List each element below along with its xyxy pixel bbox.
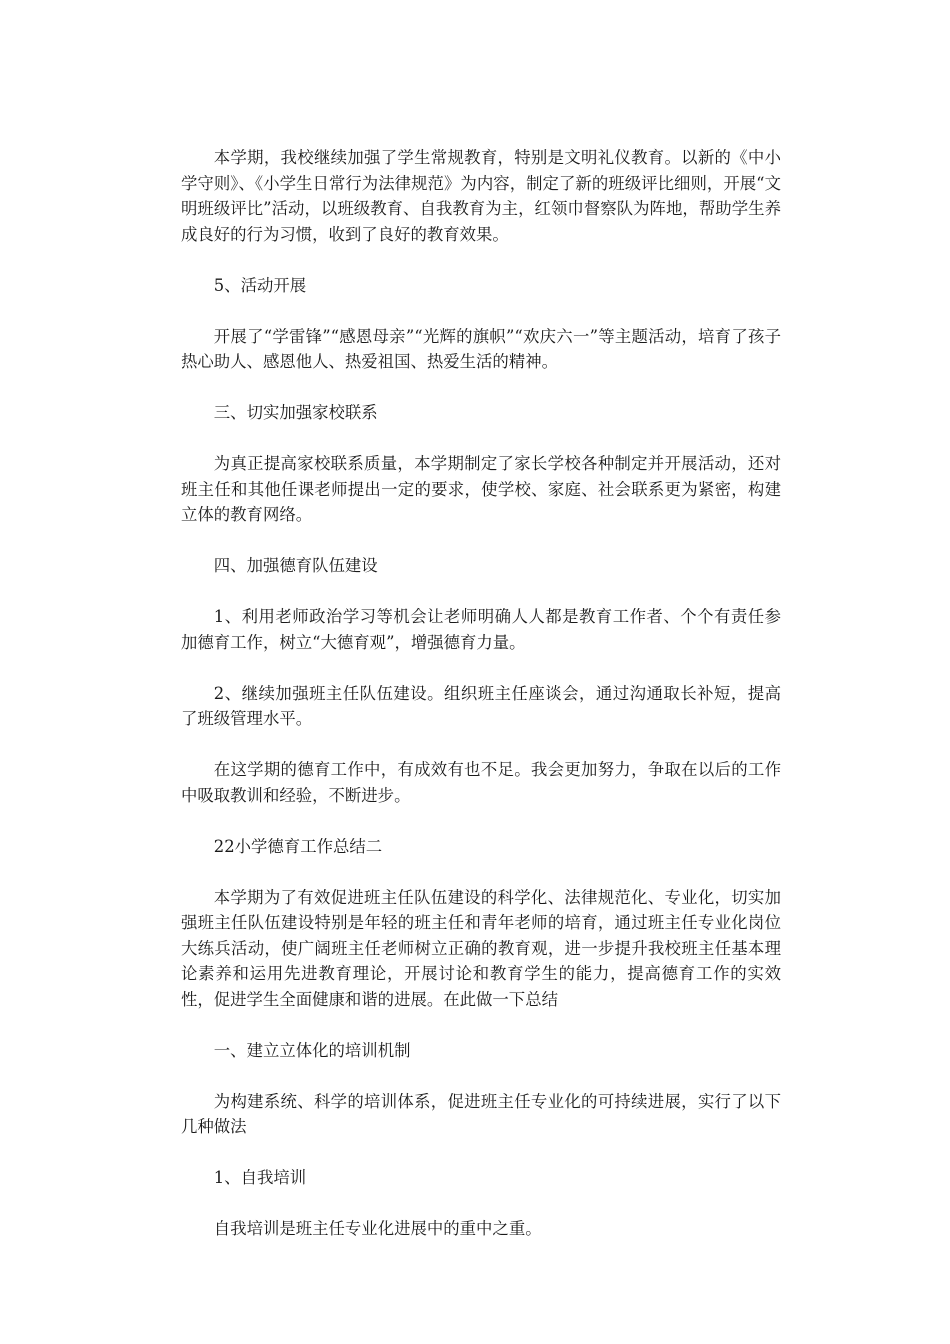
- paragraph-home-school: 为真正提高家校联系质量，本学期制定了家长学校各种制定并开展活动，还对班主任和其他任课老师提出一定的要求，使学校、家庭、社会联系更为紧密，构建立体的教育网络。: [181, 454, 781, 524]
- paragraph-training-system: 为构建系统、科学的培训体系，促进班主任专业化的可持续进展，实行了以下几种做法: [181, 1091, 781, 1136]
- paragraph-intro: 本学期，我校继续加强了学生常规教育，特别是文明礼仪教育。以新的《中小学守则》、《小学生日常行为法律规范》为内容，制定了新的班级评比细则，开展“文明班级评比”活动，以班级教育、自我教育为主，红领巾督察队为阵地，帮助学生养成良好的行为习惯，收到了良好的教育效果。: [181, 148, 781, 244]
- paragraph-self-training: 自我培训是班主任专业化进展中的重中之重。: [213, 1219, 542, 1238]
- paragraph-summary-2-intro: 本学期为了有效促进班主任队伍建设的科学化、法律规范化、专业化，切实加强班主任队伍建设特别是年轻的班主任和青年老师的培育，通过班主任专业化岗位大练兵活动，使广阔班主任老师树立正确的教育观，进一步提升我校班主任基本理论素养和运用先进教育理论，开展讨论和教育学生的能力，提高德育工作的实效性，促进学生全面健康和谐的进展。在此做一下总结: [181, 887, 781, 1009]
- heading-training-mechanism: 一、建立立体化的培训机制: [213, 1040, 411, 1060]
- section-title-summary-2: 22小学德育工作总结二: [213, 836, 383, 856]
- paragraph-activities: 开展了“学雷锋”“感恩母亲”“光辉的旗帜”“欢庆六一”等主题活动，培育了孩子热心助人、感恩他人、热爱祖国、热爱生活的精神。: [181, 326, 781, 371]
- paragraph-conclusion: 在这学期的德育工作中，有成效有也不足。我会更加努力，争取在以后的工作中吸取教训和经验，不断进步。: [181, 760, 781, 805]
- heading-team-building: 四、加强德育队伍建设: [213, 556, 378, 575]
- heading-activities: 5、活动开展: [213, 275, 307, 295]
- paragraph-team-1: 1、利用老师政治学习等机会让老师明确人人都是教育工作者、个个有责任参加德育工作，树立“大德育观”，增强德育力量。: [181, 607, 781, 652]
- heading-home-school: 三、切实加强家校联系: [213, 403, 378, 422]
- heading-self-training: 1、自我培训: [213, 1168, 307, 1187]
- document-body: [181, 145, 781, 1242]
- paragraph-team-2: 2、继续加强班主任队伍建设。组织班主任座谈会，通过沟通取长补短，提高了班级管理水平。: [181, 683, 781, 728]
